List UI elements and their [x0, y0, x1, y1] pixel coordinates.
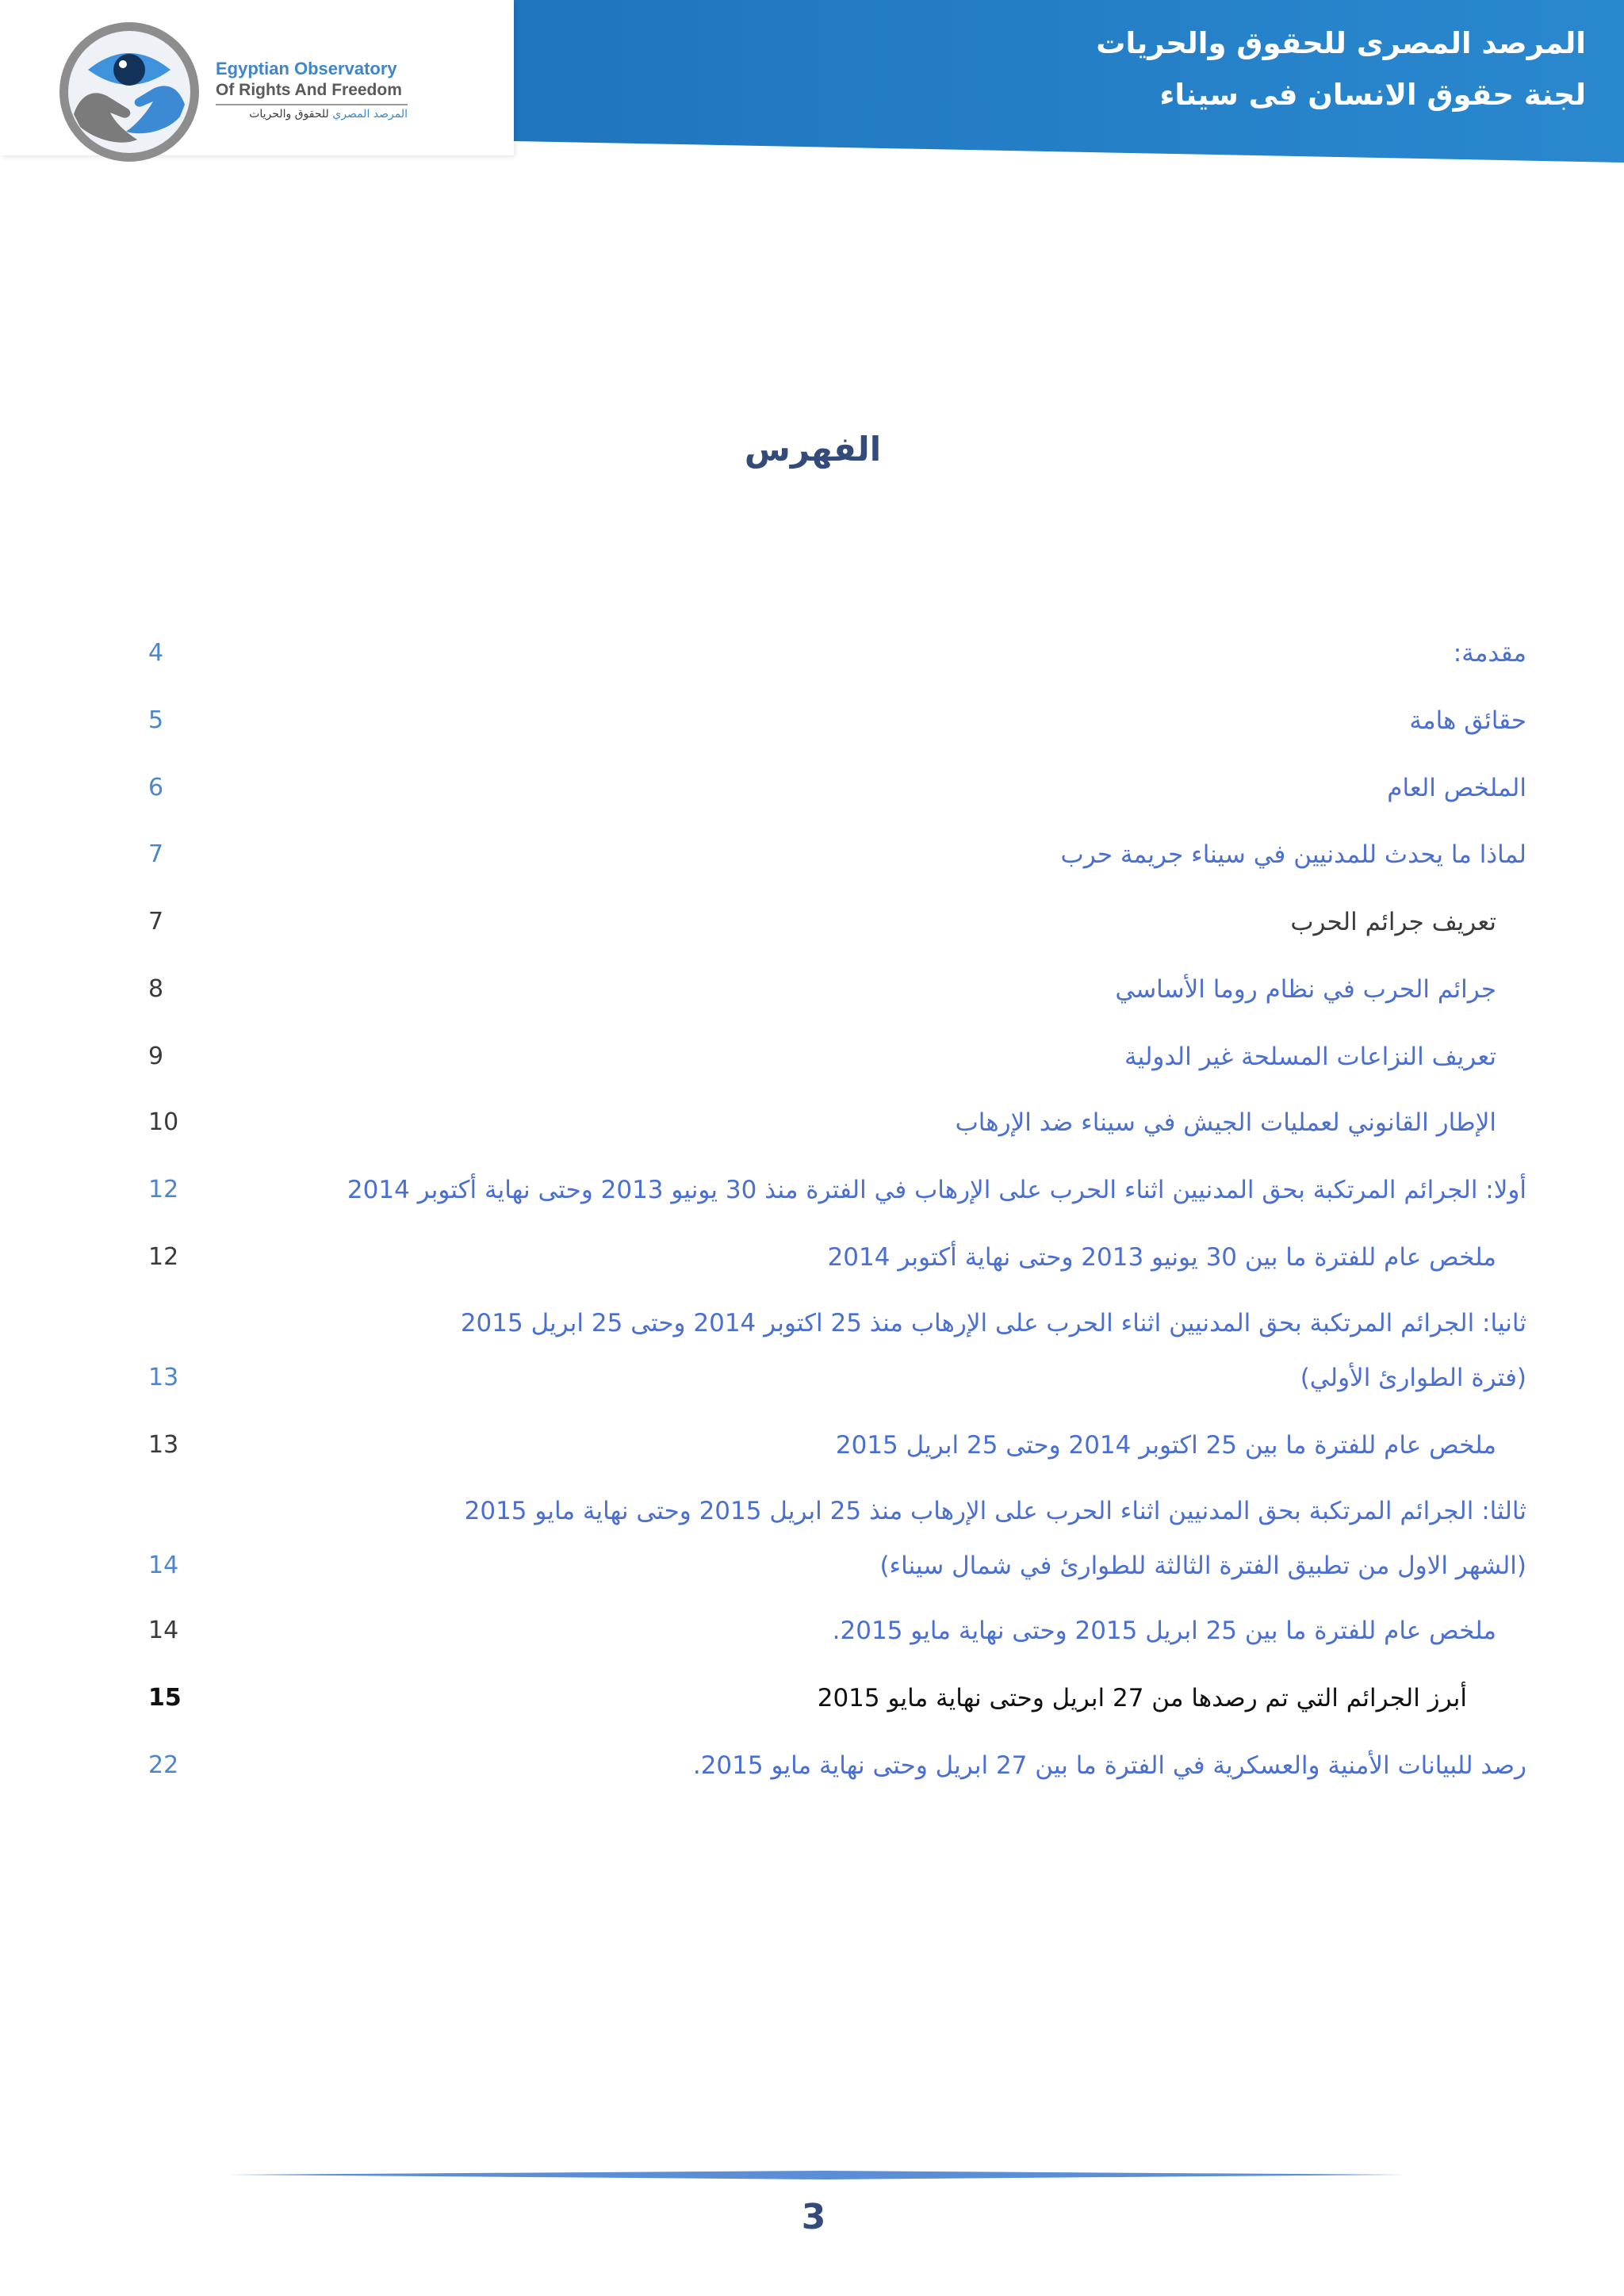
toc-entry-page: 5 — [148, 706, 164, 734]
page-title: الفهرس — [744, 430, 882, 469]
toc-entry-title: الملخص العام — [1387, 774, 1526, 802]
toc-entry-page: 8 — [148, 975, 164, 1003]
toc-entry-title-continued: (الشهر الاول من تطبيق الفترة الثالثة للطوارئ في شمال سيناء) — [879, 1552, 1526, 1580]
toc-entry-title: ملخص عام للفترة ما بين 25 ابريل 2015 وحتى نهاية مايو 2015. — [832, 1617, 1496, 1645]
toc-entry-title: أولا: الجرائم المرتكبة بحق المدنيين اثناء الحرب على الإرهاب في الفترة منذ 30 يونيو 2013 وحتى نهاية أكتوبر 2014 — [347, 1176, 1526, 1204]
toc-entry-page: 12 — [148, 1243, 179, 1271]
toc-entry-page: 22 — [148, 1751, 179, 1779]
toc-entry-page: 6 — [148, 774, 164, 802]
toc-entry[interactable] — [0, 1682, 1624, 1714]
toc-entry-title-continued: (فترة الطوارئ الأولي) — [1300, 1364, 1526, 1392]
toc-entry[interactable] — [0, 772, 1624, 804]
toc-entry[interactable] — [0, 1750, 1624, 1781]
toc-entry[interactable] — [0, 705, 1624, 737]
toc-entry-title: تعريف النزاعات المسلحة غير الدولية — [1124, 1043, 1496, 1071]
logo-name-ar-part2: للحقوق والحريات — [249, 108, 329, 121]
toc-entry-title: الإطار القانوني لعمليات الجيش في سيناء ضد الإرهاب — [955, 1108, 1496, 1137]
toc-entry[interactable] — [0, 1495, 1624, 1582]
toc-entry-title: ثالثا: الجرائم المرتكبة بحق المدنيين اثناء الحرب على الإرهاب منذ 25 ابريل 2015 وحتى نهاية مايو 2015 — [464, 1497, 1526, 1525]
toc-entry-title: مقدمة: — [1453, 639, 1526, 668]
toc-entry-title: ملخص عام للفترة ما بين 30 يونيو 2013 وحتى نهاية أكتوبر 2014 — [827, 1243, 1496, 1272]
toc-entry-page: 9 — [148, 1043, 164, 1070]
toc-entry-page: 10 — [148, 1108, 179, 1136]
toc-entry-title: ملخص عام للفترة ما بين 25 اكتوبر 2014 وحتى 25 ابريل 2015 — [835, 1431, 1496, 1460]
toc-entry-title: حقائق هامة — [1409, 706, 1526, 735]
toc-entry-title: أبرز الجرائم التي تم رصدها من 27 ابريل وحتى نهاية مايو 2015 — [817, 1684, 1467, 1712]
toc-entry[interactable] — [0, 1174, 1624, 1206]
logo-eye-icon — [58, 21, 201, 163]
logo-name-en-line1: Egyptian Observatory — [216, 59, 397, 78]
toc-entry-page: 13 — [148, 1364, 179, 1391]
toc-entry[interactable] — [0, 1615, 1624, 1647]
toc-entry[interactable] — [0, 637, 1624, 669]
toc-entry[interactable] — [0, 974, 1624, 1005]
toc-entry-page: 14 — [148, 1617, 179, 1644]
footer-divider — [0, 2168, 1624, 2183]
toc-entry[interactable] — [0, 1107, 1624, 1138]
toc-entry-page: 4 — [148, 639, 164, 667]
toc-entry-title: تعريف جرائم الحرب — [1290, 908, 1496, 936]
toc-entry[interactable] — [0, 839, 1624, 871]
toc-entry-page: 14 — [148, 1552, 179, 1579]
toc-entry-title: لماذا ما يحدث للمدنيين في سيناء جريمة حرب — [1060, 840, 1526, 869]
toc-entry-page: 15 — [148, 1684, 182, 1712]
toc-entry[interactable] — [0, 906, 1624, 938]
header-committee: لجنة حقوق الانسان فى سيناء — [1159, 78, 1586, 112]
toc-entry-page: 13 — [148, 1431, 179, 1459]
header-org-name: المرصد المصرى للحقوق والحريات — [1096, 26, 1586, 60]
logo — [0, 0, 514, 155]
toc-entry[interactable] — [0, 1307, 1624, 1394]
page-number: 3 — [801, 2197, 826, 2237]
toc-entry-page: 7 — [148, 840, 164, 868]
toc-entry-title: جرائم الحرب في نظام روما الأساسي — [1115, 975, 1496, 1004]
logo-name-ar-part1: المرصد المصري — [332, 108, 408, 121]
toc-entry[interactable] — [0, 1242, 1624, 1273]
toc-entry-title: رصد للبيانات الأمنية والعسكرية في الفترة ما بين 27 ابريل وحتى نهاية مايو 2015. — [692, 1751, 1526, 1780]
logo-name-en-line2: Of Rights And Freedom — [216, 81, 402, 99]
toc-entry-page: 7 — [148, 908, 164, 936]
toc-entry-page: 12 — [148, 1176, 179, 1203]
logo-divider — [216, 104, 408, 105]
toc-entry-title: ثانيا: الجرائم المرتكبة بحق المدنيين اثناء الحرب على الإرهاب منذ 25 اكتوبر 2014 وحتى 25 ابريل 2015 — [460, 1309, 1526, 1337]
toc-entry[interactable] — [0, 1041, 1624, 1073]
logo-name-ar — [216, 106, 408, 122]
toc-entry[interactable] — [0, 1429, 1624, 1461]
